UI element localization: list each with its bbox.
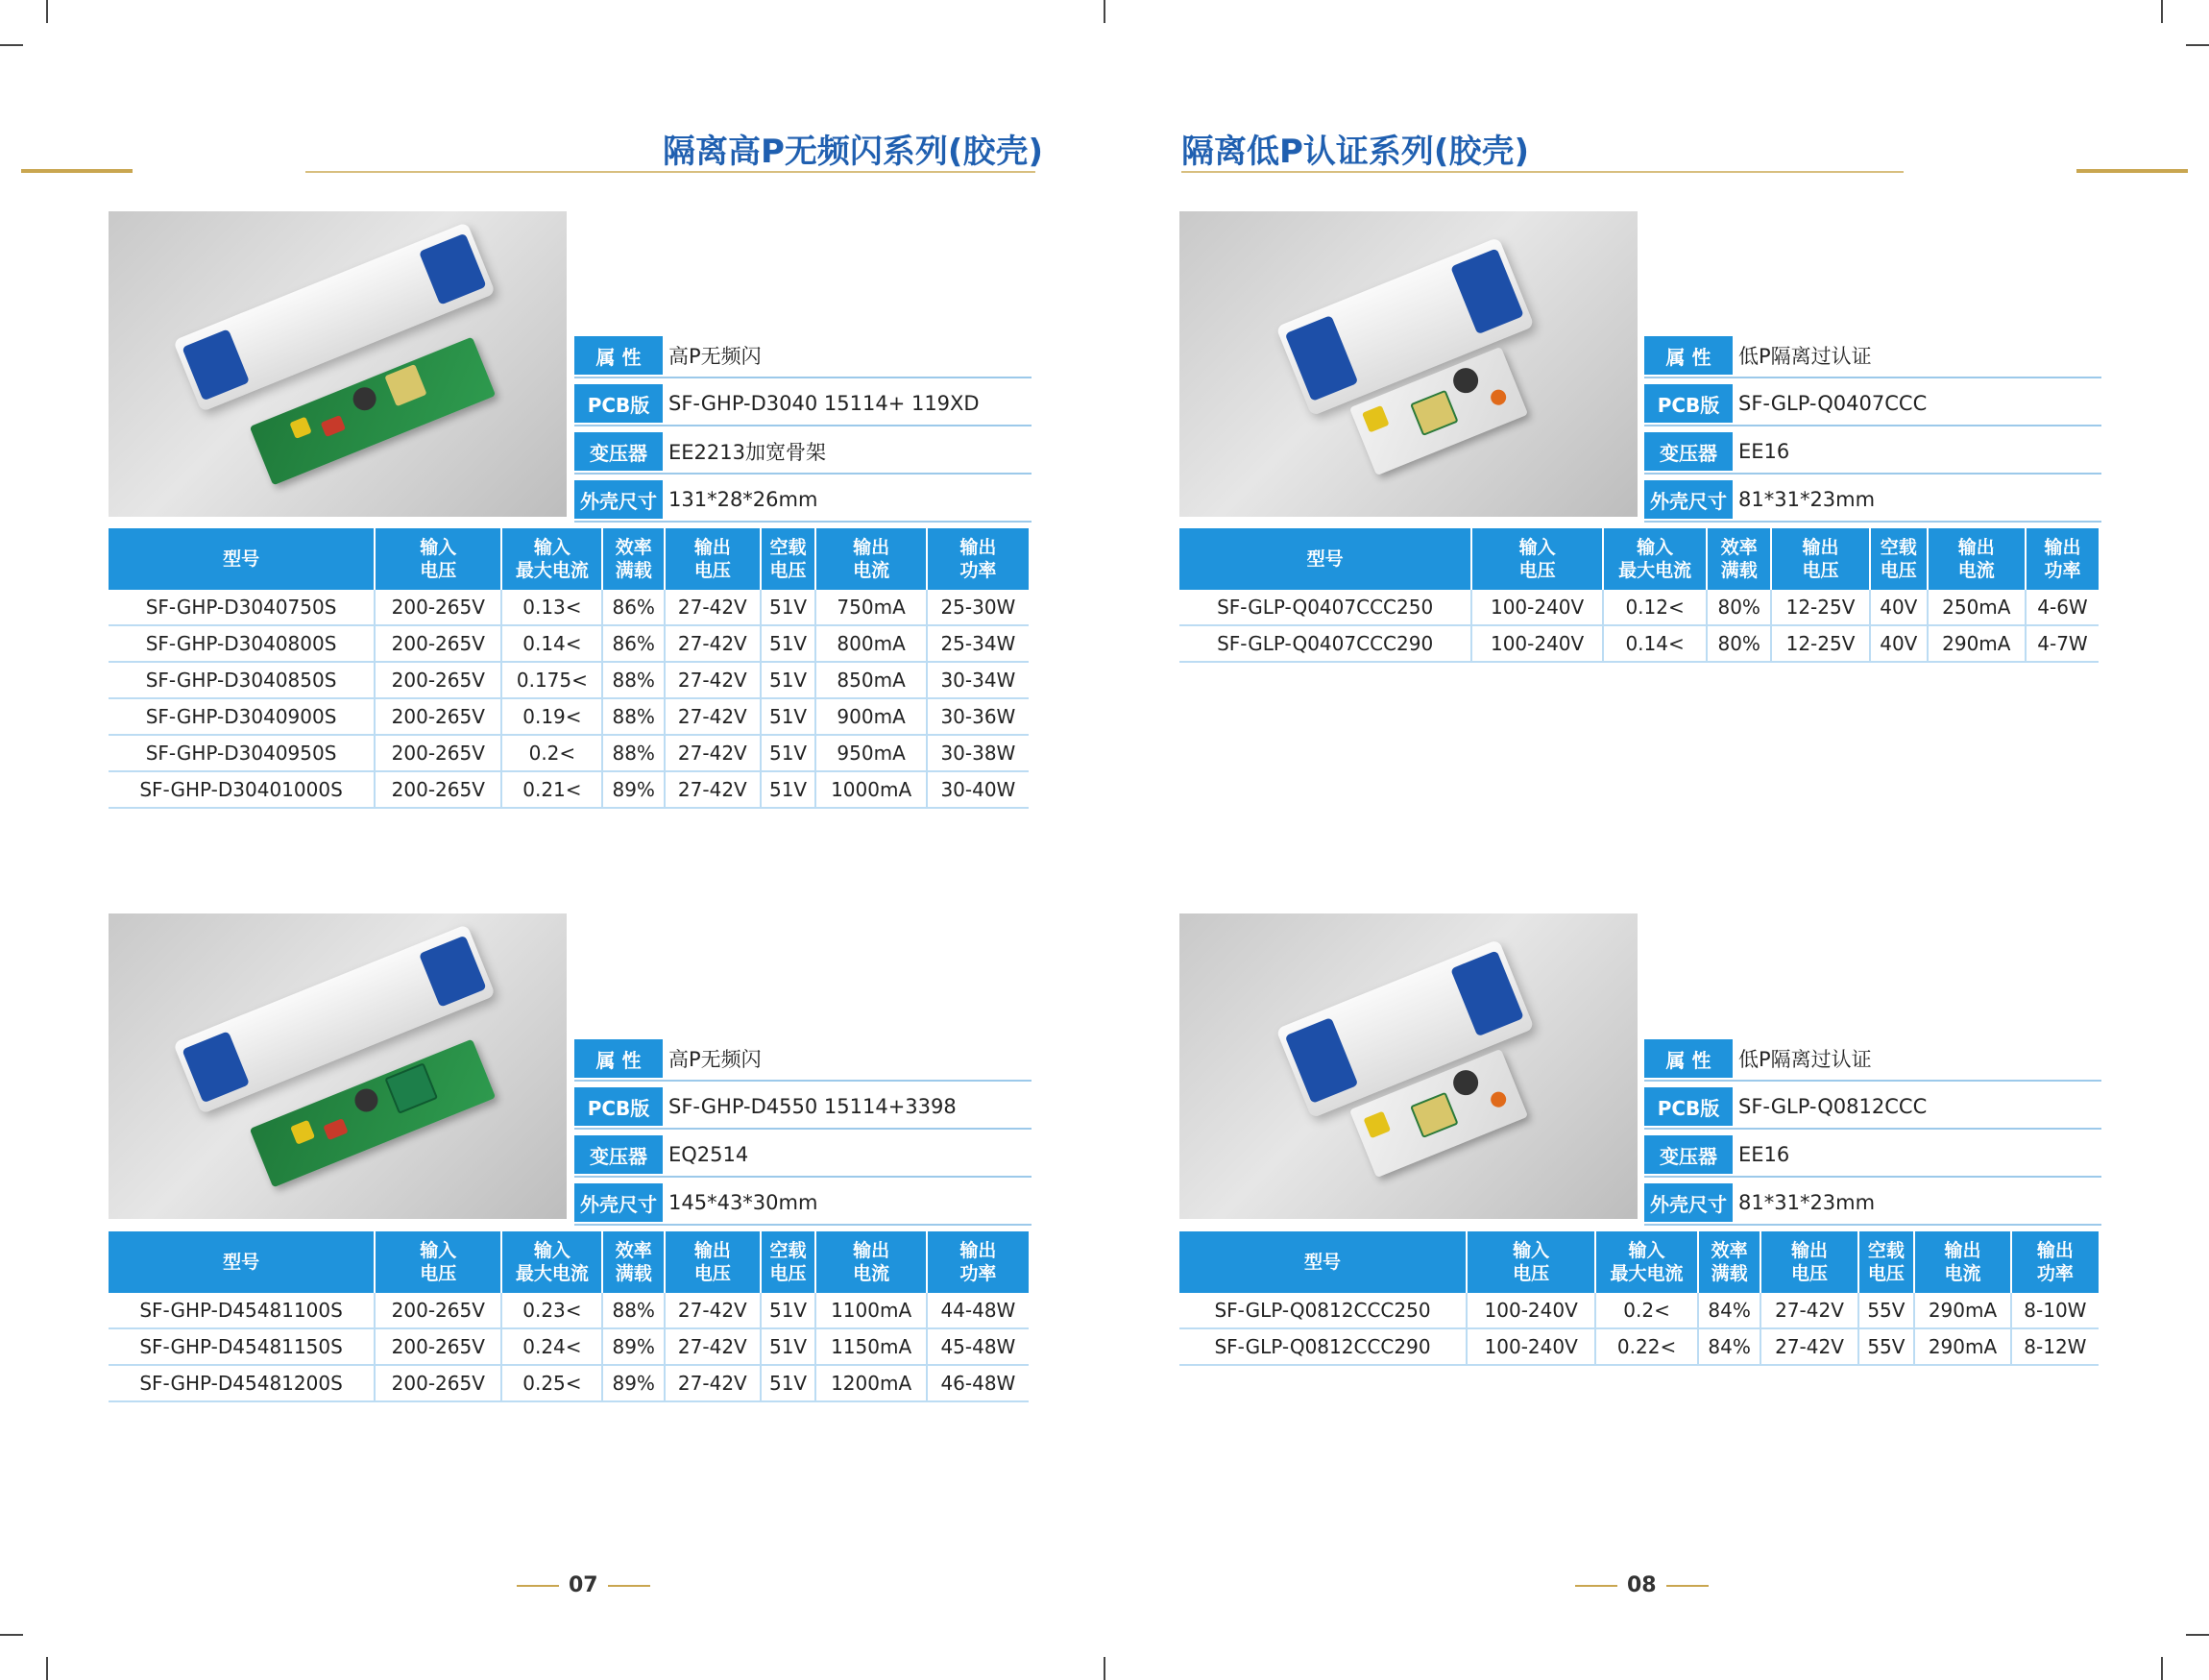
column-header-text: 输出 [693, 537, 731, 558]
table-cell: 88% [602, 662, 665, 698]
spec-label: 变压器 [1644, 1135, 1733, 1174]
column-header-text: 输出 [1802, 537, 1839, 558]
spec-value: EE16 [1738, 1143, 1790, 1166]
spec-label: 变压器 [574, 1135, 663, 1174]
model-cell: SF-GHP-D30401000S [109, 771, 375, 808]
column-header-text: 电压 [693, 1263, 731, 1284]
column-header-text: 效率 [1720, 537, 1758, 558]
spec-row [1644, 382, 2101, 426]
column-header [665, 528, 761, 590]
spec-label: 外壳尺寸 [574, 480, 663, 519]
column-header-text: 功率 [959, 560, 997, 581]
crop-mark [2186, 1634, 2209, 1636]
column-header-text: 输入 [1513, 1240, 1550, 1261]
table-cell: 0.14< [1603, 625, 1707, 662]
column-header [602, 528, 665, 590]
table-cell: 51V [761, 735, 816, 771]
column-header [109, 528, 375, 590]
spec-row [1644, 1181, 2101, 1226]
table-cell: 200-265V [375, 1328, 501, 1365]
gold-rule [2076, 169, 2188, 173]
column-header [665, 1231, 761, 1293]
table-row [1179, 625, 2099, 662]
table-cell: 51V [761, 1328, 816, 1365]
product-table [109, 528, 1029, 809]
table-cell: 0.25< [501, 1365, 602, 1401]
product-table [109, 1231, 1029, 1402]
column-header-text: 输出 [2044, 537, 2081, 558]
column-header-text: 电压 [1867, 1263, 1905, 1284]
table-cell: 80% [1707, 625, 1771, 662]
spec-row [574, 334, 1032, 378]
crop-mark [46, 0, 48, 23]
table-cell: 27-42V [1760, 1293, 1857, 1328]
table-cell: 30-38W [927, 735, 1029, 771]
column-header-text: 输出 [959, 537, 997, 558]
table-cell: 290mA [1914, 1293, 2011, 1328]
table-row [109, 1293, 1029, 1328]
table-cell: 12-25V [1771, 625, 1870, 662]
spec-row [1644, 478, 2101, 523]
table-row [109, 625, 1029, 662]
table-cell: 200-265V [375, 662, 501, 698]
page-title: 隔离低P认证系列(胶壳) [1181, 133, 1529, 171]
column-header-text: 输出 [853, 1240, 890, 1261]
column-header-text: 输出 [693, 1240, 731, 1261]
model-cell: SF-GHP-D3040850S [109, 662, 375, 698]
table-row [1179, 1293, 2099, 1328]
table-cell: 27-42V [1760, 1328, 1857, 1365]
column-header-text: 最大电流 [1618, 560, 1692, 581]
table-cell: 1100mA [815, 1293, 926, 1328]
model-cell: SF-GHP-D45481150S [109, 1328, 375, 1365]
table-cell: 200-265V [375, 771, 501, 808]
column-header [927, 1231, 1029, 1293]
table-cell: 0.14< [501, 625, 602, 662]
table-row [109, 735, 1029, 771]
table-cell: 40V [1870, 625, 1928, 662]
spec-value: SF-GHP-D3040 15114+ 119XD [668, 392, 980, 415]
column-header-text: 功率 [959, 1263, 997, 1284]
model-cell: SF-GHP-D45481100S [109, 1293, 375, 1328]
column-header [1914, 1231, 2011, 1293]
table-cell: 27-42V [665, 735, 761, 771]
column-header [927, 528, 1029, 590]
spec-row [1644, 1037, 2101, 1082]
column-header-text: 型号 [1306, 548, 1344, 570]
table-cell: 200-265V [375, 735, 501, 771]
product-photo [109, 211, 567, 517]
spec-value: 低P隔离过认证 [1738, 1048, 1872, 1071]
table-header-row [1179, 1231, 2099, 1293]
column-header [761, 528, 816, 590]
column-header-text: 型号 [223, 1252, 260, 1273]
column-header [1771, 528, 1870, 590]
table-cell: 51V [761, 625, 816, 662]
spec-value: EE2213加宽骨架 [668, 441, 826, 464]
column-header-text: 空载 [769, 1240, 807, 1261]
table-cell: 25-30W [927, 590, 1029, 625]
column-header-text: 输入 [1518, 537, 1556, 558]
table-cell: 88% [602, 1293, 665, 1328]
table-cell: 1200mA [815, 1365, 926, 1401]
table-cell: 200-265V [375, 1293, 501, 1328]
spec-label: 变压器 [1644, 432, 1733, 471]
column-header-text: 满载 [1711, 1263, 1748, 1284]
column-header [375, 1231, 501, 1293]
table-cell: 200-265V [375, 590, 501, 625]
table-row [1179, 590, 2099, 625]
column-header-text: 电压 [769, 1263, 807, 1284]
column-header-text: 输出 [1957, 537, 1995, 558]
column-header-text: 电压 [420, 560, 457, 581]
spec-label: 属 性 [1644, 1039, 1733, 1078]
table-cell: 0.19< [501, 698, 602, 735]
spec-value: 高P无频闪 [668, 345, 762, 368]
table-cell: 88% [602, 735, 665, 771]
column-header [109, 1231, 375, 1293]
spec-value: 81*31*23mm [1738, 1191, 1876, 1214]
column-header [501, 528, 602, 590]
column-header [2011, 1231, 2099, 1293]
table-cell: 100-240V [1471, 625, 1603, 662]
table-cell: 27-42V [665, 1365, 761, 1401]
table-cell: 100-240V [1471, 590, 1603, 625]
model-cell: SF-GHP-D3040900S [109, 698, 375, 735]
product-table [1179, 1231, 2099, 1366]
table-cell: 0.23< [501, 1293, 602, 1328]
spec-list [1644, 1037, 2101, 1230]
column-header-text: 电压 [420, 1263, 457, 1284]
table-cell: 1150mA [815, 1328, 926, 1365]
spec-label: PCB版 [574, 1087, 663, 1126]
table-header-row [109, 1231, 1029, 1293]
spec-value: SF-GLP-Q0812CCC [1738, 1095, 1928, 1118]
spec-label: 外壳尺寸 [1644, 480, 1733, 519]
page-number-text: 07 [569, 1573, 598, 1597]
table-cell: 900mA [815, 698, 926, 735]
table-cell: 200-265V [375, 1365, 501, 1401]
column-header-text: 电压 [1513, 1263, 1550, 1284]
column-header-text: 电流 [1944, 1263, 1981, 1284]
column-header-text: 电压 [1518, 560, 1556, 581]
table-cell: 250mA [1928, 590, 2026, 625]
table-cell: 44-48W [927, 1293, 1029, 1328]
column-header-text: 空载 [769, 537, 807, 558]
table-cell: 27-42V [665, 662, 761, 698]
model-cell: SF-GLP-Q0407CCC290 [1179, 625, 1471, 662]
column-header-text: 电压 [693, 560, 731, 581]
column-header-text: 输入 [533, 537, 570, 558]
table-cell: 40V [1870, 590, 1928, 625]
column-header [375, 528, 501, 590]
column-header-text: 输出 [959, 1240, 997, 1261]
table-cell: 27-42V [665, 698, 761, 735]
column-header-text: 电流 [853, 1263, 890, 1284]
table-cell: 86% [602, 590, 665, 625]
table-cell: 0.13< [501, 590, 602, 625]
product-photo [109, 913, 567, 1219]
spec-value: 低P隔离过认证 [1738, 345, 1872, 368]
column-header-text: 效率 [615, 1240, 652, 1261]
column-header-text: 满载 [615, 1263, 652, 1284]
table-cell: 950mA [815, 735, 926, 771]
table-cell: 27-42V [665, 1293, 761, 1328]
crop-mark [0, 44, 23, 46]
crop-mark [1104, 1657, 1105, 1680]
column-header-text: 输入 [533, 1240, 570, 1261]
column-header [2026, 528, 2099, 590]
table-cell: 30-40W [927, 771, 1029, 808]
column-header [1467, 1231, 1595, 1293]
column-header-text: 电压 [1880, 560, 1917, 581]
column-header-text: 输入 [420, 1240, 457, 1261]
spec-list [574, 1037, 1032, 1230]
column-header-text: 输出 [2036, 1240, 2074, 1261]
spec-row [1644, 334, 2101, 378]
crop-mark [46, 1657, 48, 1680]
spec-label: 属 性 [1644, 336, 1733, 375]
column-header [815, 528, 926, 590]
column-header [1471, 528, 1603, 590]
gold-rule [21, 169, 133, 173]
spec-label: 属 性 [574, 1039, 663, 1078]
table-cell: 100-240V [1467, 1328, 1595, 1365]
spec-value: 145*43*30mm [668, 1191, 818, 1214]
page-title: 隔离高P无频闪系列(胶壳) [663, 133, 1043, 171]
table-cell: 46-48W [927, 1365, 1029, 1401]
column-header-text: 输入 [1628, 1240, 1665, 1261]
column-header-text: 电压 [1802, 560, 1839, 581]
table-cell: 200-265V [375, 698, 501, 735]
table-cell: 51V [761, 590, 816, 625]
column-header-text: 功率 [2044, 560, 2081, 581]
spec-row [574, 430, 1032, 475]
crop-mark [2161, 1657, 2163, 1680]
table-cell: 89% [602, 1365, 665, 1401]
table-cell: 200-265V [375, 625, 501, 662]
spec-list [1644, 334, 2101, 526]
table-cell: 12-25V [1771, 590, 1870, 625]
table-header-row [1179, 528, 2099, 590]
column-header-text: 电流 [853, 560, 890, 581]
product-photo [1179, 211, 1638, 517]
table-cell: 750mA [815, 590, 926, 625]
table-cell: 1000mA [815, 771, 926, 808]
table-cell: 51V [761, 698, 816, 735]
table-header-row [109, 528, 1029, 590]
column-header [1760, 1231, 1857, 1293]
table-cell: 0.24< [501, 1328, 602, 1365]
table-row [109, 1328, 1029, 1365]
column-header-text: 输出 [1790, 1240, 1828, 1261]
column-header-text: 电流 [1957, 560, 1995, 581]
table-cell: 30-34W [927, 662, 1029, 698]
column-header [815, 1231, 926, 1293]
spec-row [1644, 430, 2101, 475]
spec-row [1644, 1133, 2101, 1178]
column-header-text: 最大电流 [515, 560, 589, 581]
model-cell: SF-GHP-D45481200S [109, 1365, 375, 1401]
column-header [1595, 1231, 1698, 1293]
table-cell: 290mA [1914, 1328, 2011, 1365]
column-header-text: 输出 [853, 537, 890, 558]
table-cell: 0.2< [1595, 1293, 1698, 1328]
column-header [1603, 528, 1707, 590]
table-cell: 0.22< [1595, 1328, 1698, 1365]
spec-value: 高P无频闪 [668, 1048, 762, 1071]
column-header-text: 输入 [1637, 537, 1674, 558]
table-cell: 55V [1858, 1293, 1915, 1328]
column-header-text: 型号 [223, 548, 260, 570]
table-row [109, 1365, 1029, 1401]
table-cell: 45-48W [927, 1328, 1029, 1365]
crop-mark [1104, 0, 1105, 23]
table-row [109, 662, 1029, 698]
product-photo [1179, 913, 1638, 1219]
spec-row [1644, 1085, 2101, 1130]
table-cell: 51V [761, 771, 816, 808]
spec-label: 变压器 [574, 432, 663, 471]
column-header-text: 电压 [1790, 1263, 1828, 1284]
table-cell: 27-42V [665, 625, 761, 662]
column-header-text: 效率 [615, 537, 652, 558]
spec-label: PCB版 [1644, 384, 1733, 423]
spec-label: PCB版 [1644, 1087, 1733, 1126]
table-cell: 290mA [1928, 625, 2026, 662]
spec-label: PCB版 [574, 384, 663, 423]
column-header-text: 空载 [1867, 1240, 1905, 1261]
table-cell: 25-34W [927, 625, 1029, 662]
model-cell: SF-GHP-D3040750S [109, 590, 375, 625]
column-header [1698, 1231, 1761, 1293]
column-header [1179, 528, 1471, 590]
product-table [1179, 528, 2099, 663]
table-cell: 51V [761, 662, 816, 698]
table-cell: 0.175< [501, 662, 602, 698]
crop-mark [0, 1634, 23, 1636]
table-cell: 51V [761, 1365, 816, 1401]
column-header-text: 输出 [1944, 1240, 1981, 1261]
spec-value: 81*31*23mm [1738, 488, 1876, 511]
table-cell: 4-7W [2026, 625, 2099, 662]
table-cell: 800mA [815, 625, 926, 662]
table-cell: 84% [1698, 1328, 1761, 1365]
table-cell: 51V [761, 1293, 816, 1328]
spec-row [574, 1133, 1032, 1178]
spec-list [574, 334, 1032, 526]
column-header-text: 满载 [1720, 560, 1758, 581]
column-header-text: 输入 [420, 537, 457, 558]
column-header [761, 1231, 816, 1293]
crop-mark [2186, 44, 2209, 46]
spec-value: 131*28*26mm [668, 488, 818, 511]
page-number [507, 1573, 660, 1597]
table-cell: 850mA [815, 662, 926, 698]
crop-mark [2161, 0, 2163, 23]
table-cell: 86% [602, 625, 665, 662]
spec-value: EE16 [1738, 440, 1790, 463]
column-header [1858, 1231, 1915, 1293]
table-cell: 100-240V [1467, 1293, 1595, 1328]
column-header [501, 1231, 602, 1293]
table-cell: 80% [1707, 590, 1771, 625]
table-cell: 0.12< [1603, 590, 1707, 625]
table-cell: 30-36W [927, 698, 1029, 735]
column-header-text: 空载 [1880, 537, 1917, 558]
table-cell: 84% [1698, 1293, 1761, 1328]
spec-row [574, 382, 1032, 426]
table-cell: 88% [602, 698, 665, 735]
table-cell: 8-10W [2011, 1293, 2099, 1328]
table-cell: 8-12W [2011, 1328, 2099, 1365]
page-number [1566, 1573, 1718, 1597]
table-cell: 0.21< [501, 771, 602, 808]
column-header [1870, 528, 1928, 590]
column-header-text: 电压 [769, 560, 807, 581]
spec-row [574, 1037, 1032, 1082]
table-cell: 89% [602, 771, 665, 808]
column-header-text: 功率 [2036, 1263, 2074, 1284]
spec-row [574, 478, 1032, 523]
spec-value: SF-GLP-Q0407CCC [1738, 392, 1928, 415]
spec-label: 外壳尺寸 [1644, 1183, 1733, 1222]
model-cell: SF-GLP-Q0812CCC250 [1179, 1293, 1467, 1328]
table-cell: 89% [602, 1328, 665, 1365]
column-header-text: 满载 [615, 560, 652, 581]
table-row [109, 698, 1029, 735]
table-row [1179, 1328, 2099, 1365]
table-cell: 55V [1858, 1328, 1915, 1365]
column-header-text: 型号 [1304, 1252, 1342, 1273]
model-cell: SF-GHP-D3040950S [109, 735, 375, 771]
column-header-text: 效率 [1711, 1240, 1748, 1261]
model-cell: SF-GLP-Q0812CCC290 [1179, 1328, 1467, 1365]
spec-value: EQ2514 [668, 1143, 749, 1166]
spec-row [574, 1085, 1032, 1130]
column-header [602, 1231, 665, 1293]
table-cell: 27-42V [665, 1328, 761, 1365]
column-header-text: 最大电流 [515, 1263, 589, 1284]
table-cell: 27-42V [665, 590, 761, 625]
spec-label: 外壳尺寸 [574, 1183, 663, 1222]
table-cell: 4-6W [2026, 590, 2099, 625]
table-cell: 27-42V [665, 771, 761, 808]
column-header [1928, 528, 2026, 590]
column-header-text: 最大电流 [1610, 1263, 1684, 1284]
spec-label: 属 性 [574, 336, 663, 375]
table-cell: 0.2< [501, 735, 602, 771]
model-cell: SF-GLP-Q0407CCC250 [1179, 590, 1471, 625]
column-header [1179, 1231, 1467, 1293]
page-number-text: 08 [1627, 1573, 1657, 1597]
table-row [109, 771, 1029, 808]
column-header [1707, 528, 1771, 590]
model-cell: SF-GHP-D3040800S [109, 625, 375, 662]
spec-row [574, 1181, 1032, 1226]
spec-value: SF-GHP-D4550 15114+3398 [668, 1095, 957, 1118]
table-row [109, 590, 1029, 625]
